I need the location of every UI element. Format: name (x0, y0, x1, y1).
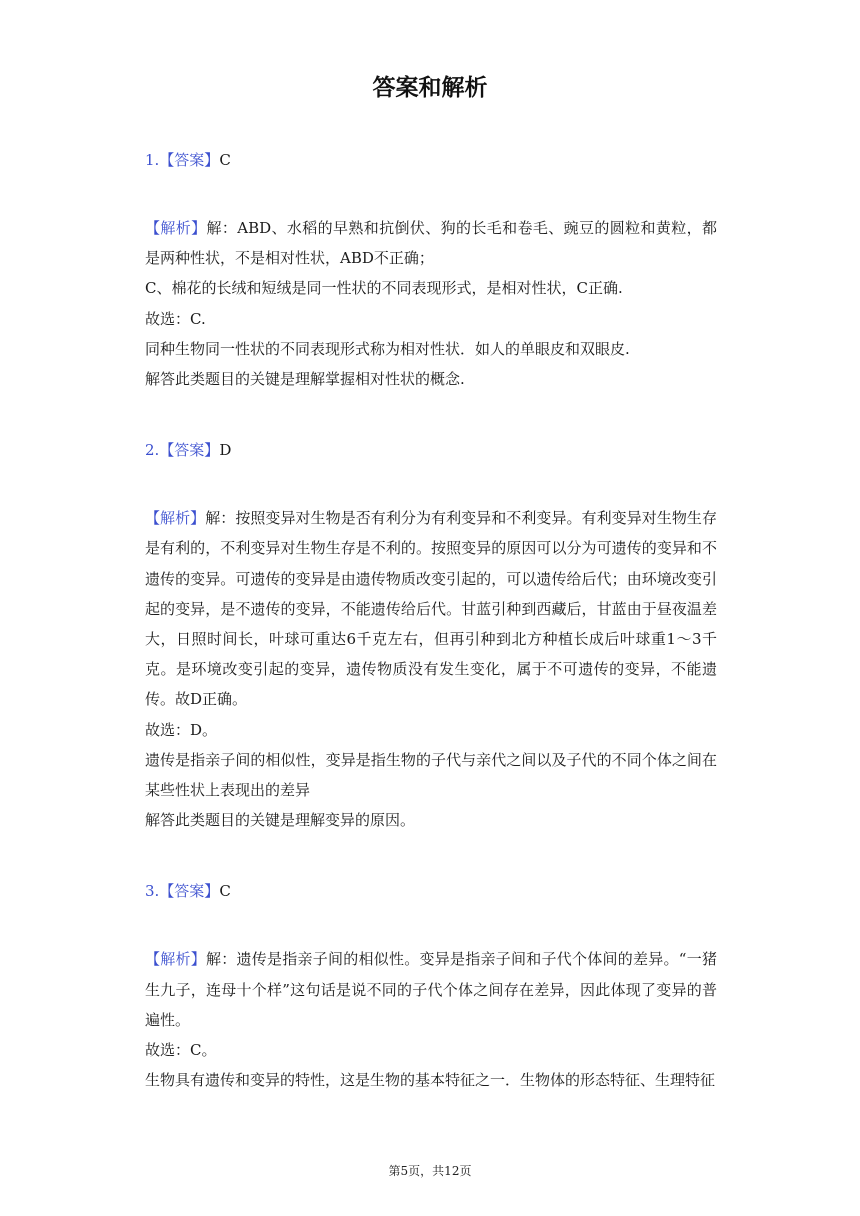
analysis-paragraph: 同种生物同一性状的不同表现形式称为相对性状．如人的单眼皮和双眼皮. (145, 339, 630, 358)
analysis-paragraph: 遗传是指亲子间的相似性，变异是指生物的子代与亲代之间以及子代的不同个体之间在某些性状上表现出的差异 (145, 750, 717, 800)
answer-line-1 (145, 145, 717, 175)
analysis-label-2: 【解析】 (145, 509, 206, 528)
answer-line-3 (145, 876, 717, 906)
answer-label-3: 3.【答案】 (145, 882, 220, 901)
analysis-paragraph: 故选：C. (145, 309, 206, 328)
analysis-paragraph: 故选：D。 (145, 720, 218, 739)
answer-line-2 (145, 435, 717, 465)
analysis-paragraph (145, 213, 717, 273)
analysis-paragraph: 故选：C。 (145, 1041, 217, 1060)
analysis-3 (145, 944, 717, 1095)
analysis-paragraph: 解答此类题目的关键是理解变异的原因。 (145, 811, 416, 830)
answer-value-1: C (219, 151, 231, 169)
answer-label-1: 1.【答案】 (145, 151, 220, 169)
page-footer: 第5页，共12页 (388, 1164, 472, 1178)
analysis-paragraph: 生物具有遗传和变异的特性，这是生物的基本特征之一．生物体的形态特征、生理特征 (145, 1071, 716, 1090)
analysis-paragraph: 解答此类题目的关键是理解掌握相对性状的概念. (145, 370, 465, 389)
analysis-1 (145, 213, 717, 394)
analysis-label-3: 【解析】 (145, 950, 207, 969)
analysis-paragraph: C、棉花的长绒和短绒是同一性状的不同表现形式，是相对性状，C正确. (145, 279, 623, 298)
analysis-label-1: 【解析】 (145, 219, 207, 237)
analysis-text: 解：遗传是指亲子间的相似性。变异是指亲子间和子代个体间的差异。“一猪生九子，连母十个样”这句话是说不同的子代个体之间存在差异，因此体现了变异的普遍性。 (145, 950, 717, 1029)
answer-value-2: D (219, 441, 232, 460)
analysis-2 (145, 503, 717, 835)
analysis-paragraph (145, 944, 717, 1035)
answer-value-3: C (219, 882, 231, 901)
answer-label-2: 2.【答案】 (145, 441, 220, 460)
answers-content (145, 145, 717, 1095)
analysis-text: 解：ABD、水稻的早熟和抗倒伏、狗的长毛和卷毛、豌豆的圆粒和黄粒，都是两种性状，不是相对性状，ABD不正确； (145, 219, 717, 268)
page-title: 答案和解析 (372, 75, 488, 101)
analysis-paragraph (145, 503, 717, 714)
analysis-text: 解：按照变异对生物是否有利分为有利变异和不利变异。有利变异对生物生存是有利的，不利变异对生物生存是不利的。按照变异的原因可以分为可遗传的变异和不遗传的变异。可遗传的变异是由遗传物质改变引起的，可以遗传给后代；由环境改变引起的变异，是不遗传的变异，不能遗传给后代。甘蓝引种到西藏后，甘蓝由于昼夜温差大，日照时间长，叶球可重达6千克左右，但再引种到北方种植长成后叶球重1～3千克。是环境改变引起的变异，遗传物质没有发生变化，属于不可遗传的变异，不能遗传。故D正确。 (145, 509, 717, 709)
